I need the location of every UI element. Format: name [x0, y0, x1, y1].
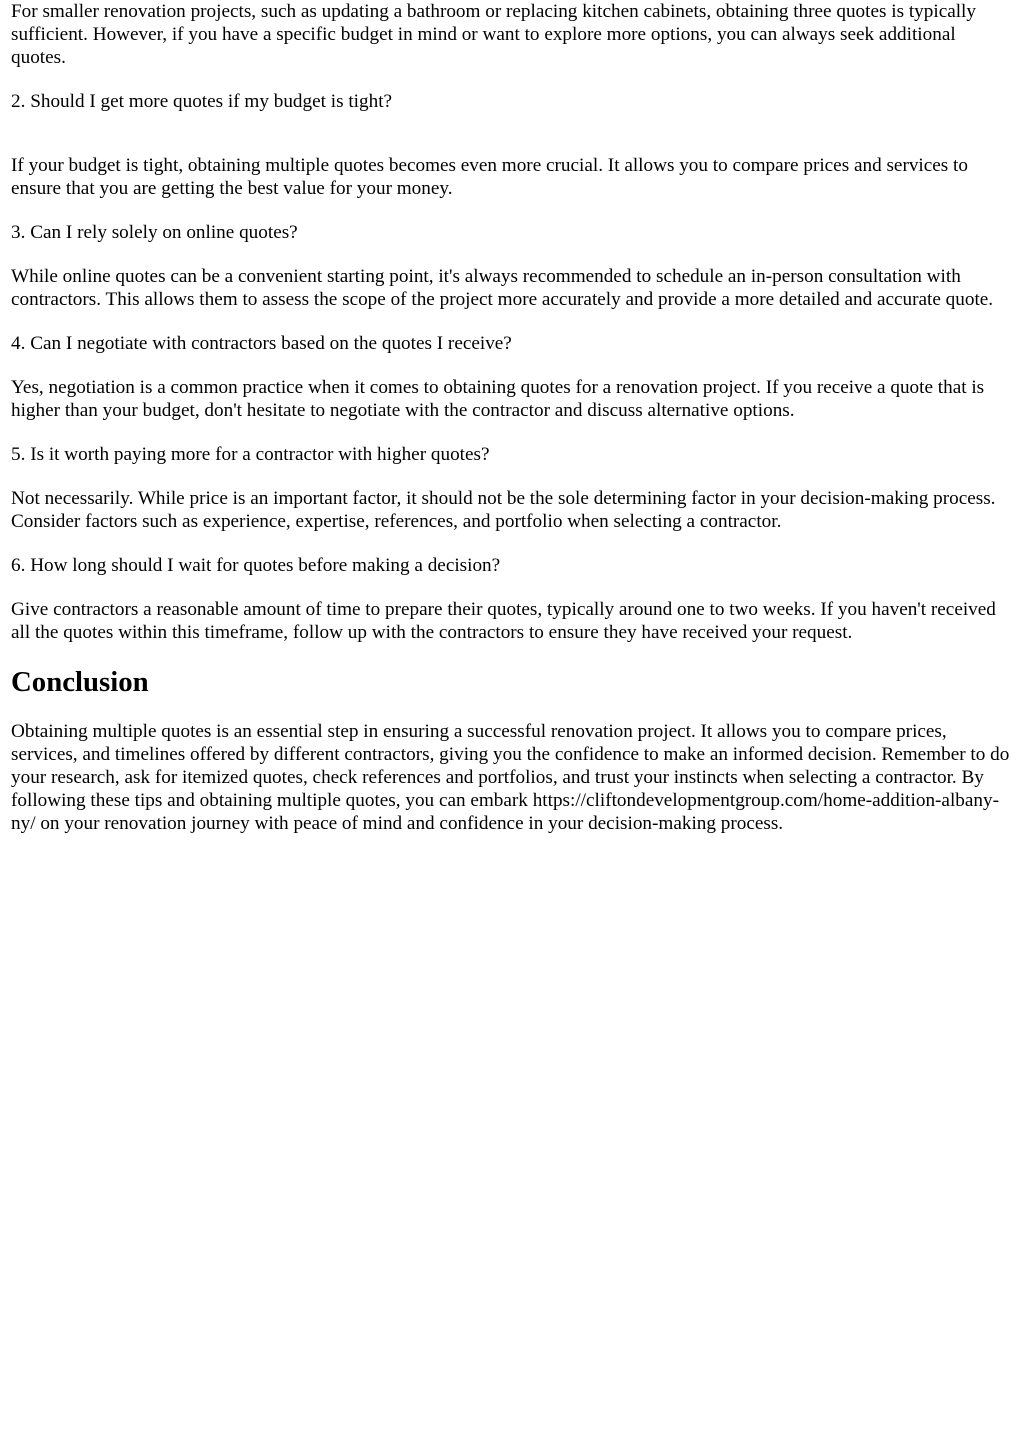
conclusion-heading: Conclusion: [11, 666, 149, 698]
faq-question-6: 6. How long should I wait for quotes before making a decision?: [11, 555, 501, 576]
intro-paragraph: For smaller renovation projects, such as updating a bathroom or replacing kitchen cabinets, obtaining three quotes is typically sufficient. However, if you have a specific budget in mind or want to explore more options, you can always seek additional quotes.: [11, 1, 976, 68]
faq-question-2: 2. Should I get more quotes if my budget is tight?: [11, 91, 393, 112]
faq-answer-2: If your budget is tight, obtaining multiple quotes becomes even more crucial. It allows you to compare prices and services to ensure that you are getting the best value for your money.: [11, 155, 968, 199]
faq-question-4: 4. Can I negotiate with contractors based on the quotes I receive?: [11, 333, 512, 354]
conclusion-text-start: Obtaining multiple quotes is an essential step in ensuring a successful renovation project. It allows you to compare prices, services, and timelines offered by different contractors, giving you the confidence to make an informed decision. Remember to do your research, ask for itemized quotes, check references and portfolios, and trust your instincts when selecting a contractor. By following these tips and obtaining multiple quotes, you can embark: [11, 721, 1010, 811]
home-addition-link[interactable]: https://cliftondevelopmentgroup.com/home-addition-albany-ny/: [11, 790, 999, 834]
faq-answer-3: While online quotes can be a convenient starting point, it's always recommended to schedule an in-person consultation with contractors. This allows them to assess the scope of the project more accurately and provide a more detailed and accurate quote.: [11, 266, 994, 310]
faq-question-5: 5. Is it worth paying more for a contractor with higher quotes?: [11, 444, 490, 465]
faq-answer-6: Give contractors a reasonable amount of time to prepare their quotes, typically around one to two weeks. If you haven't received all the quotes within this timeframe, follow up with the contractors to ensure they have received your request.: [11, 599, 996, 643]
conclusion-paragraph: [11, 720, 1012, 835]
faq-answer-4: Yes, negotiation is a common practice when it comes to obtaining quotes for a renovation project. If you receive a quote that is higher than your budget, don't hesitate to negotiate with the contractor and discuss alternative options.: [11, 377, 985, 421]
faq-answer-5: Not necessarily. While price is an important factor, it should not be the sole determining factor in your decision-making process. Consider factors such as experience, expertise, references, and portfolio when selecting a contractor.: [11, 488, 996, 532]
faq-question-3: 3. Can I rely solely on online quotes?: [11, 222, 298, 243]
conclusion-text-end: on your renovation journey with peace of mind and confidence in your decision-making process.: [35, 813, 784, 834]
